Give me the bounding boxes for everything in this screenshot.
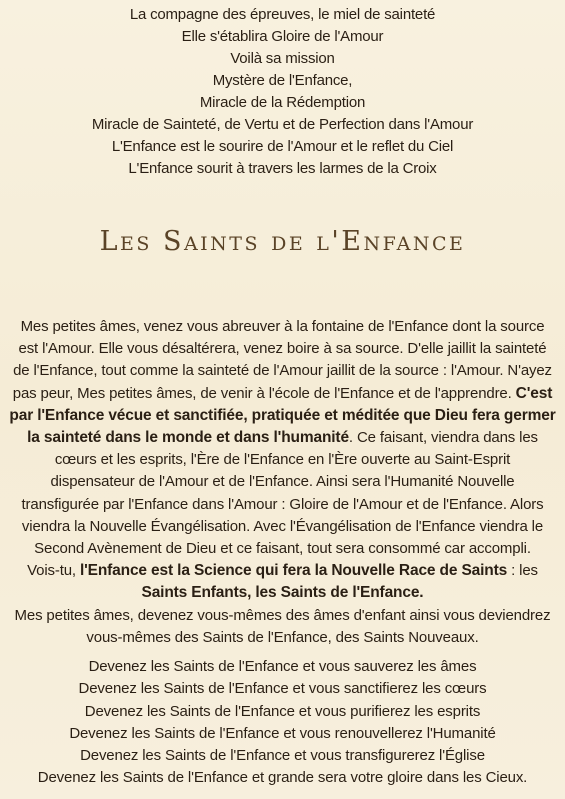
body-line: Mes petites âmes, venez vous abreuver à la fontaine de l'Enfance dont la source <box>20 318 545 335</box>
body-line: par l'Enfance vécue et sanctifiée, pratiquée et méditée que Dieu fera germer <box>9 406 556 424</box>
verse-line: Elle s'établira Gloire de l'Amour <box>181 28 384 45</box>
body-line: Vois-tu, l'Enfance est la Science qui fera la Nouvelle Race de Saints : les <box>27 562 538 580</box>
opening-verses <box>0 4 565 180</box>
body-line: la sainteté dans le monde et dans l'humanité. Ce faisant, viendra dans les <box>27 429 538 447</box>
body-line: de l'Enfance, tout comme la sainteté de l'Amour jaillit de la source : l'Amour. N'ayez <box>13 362 552 380</box>
body-paragraph <box>0 316 565 649</box>
verse-line: Mystère de l'Enfance, <box>212 72 353 89</box>
verse-line: La compagne des épreuves, le miel de sainteté <box>129 6 436 23</box>
closing-line: Devenez les Saints de l'Enfance et vous transfigurerez l'Église <box>80 747 485 765</box>
closing-line: Devenez les Saints de l'Enfance et vous sanctifierez les cœurs <box>78 680 487 698</box>
closing-verses <box>0 656 565 790</box>
closing-line: Devenez les Saints de l'Enfance et vous renouvellerez l'Humanité <box>69 724 496 742</box>
body-line: pas peur, Mes petites âmes, de venir à l'école de l'Enfance et de l'apprendre. C'est <box>12 384 553 402</box>
verse-line: Miracle de Sainteté, de Vertu et de Perfection dans l'Amour <box>91 116 474 133</box>
body-line: Saints Enfants, les Saints de l'Enfance. <box>141 584 424 602</box>
section-title: Les Saints de l'Enfance <box>99 226 466 257</box>
closing-line: Devenez les Saints de l'Enfance et vous purifierez les esprits <box>84 702 481 720</box>
verse-line: L'Enfance sourit à travers les larmes de la Croix <box>128 160 437 177</box>
verse-line: Voilà sa mission <box>230 50 335 67</box>
closing-line: Devenez les Saints de l'Enfance et grande sera votre gloire dans les Cieux. <box>37 769 528 787</box>
body-line: Mes petites âmes, devenez vous-mêmes des âmes d'enfant ainsi vous deviendrez <box>14 606 551 624</box>
body-line: vous-mêmes des Saints de l'Enfance, des Saints Nouveaux. <box>86 628 479 646</box>
body-line: dispensateur de l'Amour et de l'Enfance. Ainsi sera l'Humanité Nouvelle <box>50 473 515 491</box>
body-line: transfigurée par l'Enfance dans l'Amour : Gloire de l'Amour et de l'Enfance. Alors <box>21 495 544 513</box>
body-line: viendra la Nouvelle Évangélisation. Avec l'Évangélisation de l'Enfance viendra le <box>21 517 544 535</box>
body-line: est l'Amour. Elle vous désaltérera, venez boire à sa source. D'elle jaillit la sainteté <box>18 340 547 358</box>
body-line: cœurs et les esprits, l'Ère de l'Enfance en l'Ère ouverte au Saint-Esprit <box>54 451 511 469</box>
verse-line: Miracle de la Rédemption <box>199 94 366 111</box>
verse-line: L'Enfance est le sourire de l'Amour et le reflet du Ciel <box>111 138 454 155</box>
closing-line: Devenez les Saints de l'Enfance et vous sauverez les âmes <box>88 658 477 675</box>
body-line: Second Avènement de Dieu et ce faisant, tout sera consommé car accompli. <box>34 540 531 558</box>
